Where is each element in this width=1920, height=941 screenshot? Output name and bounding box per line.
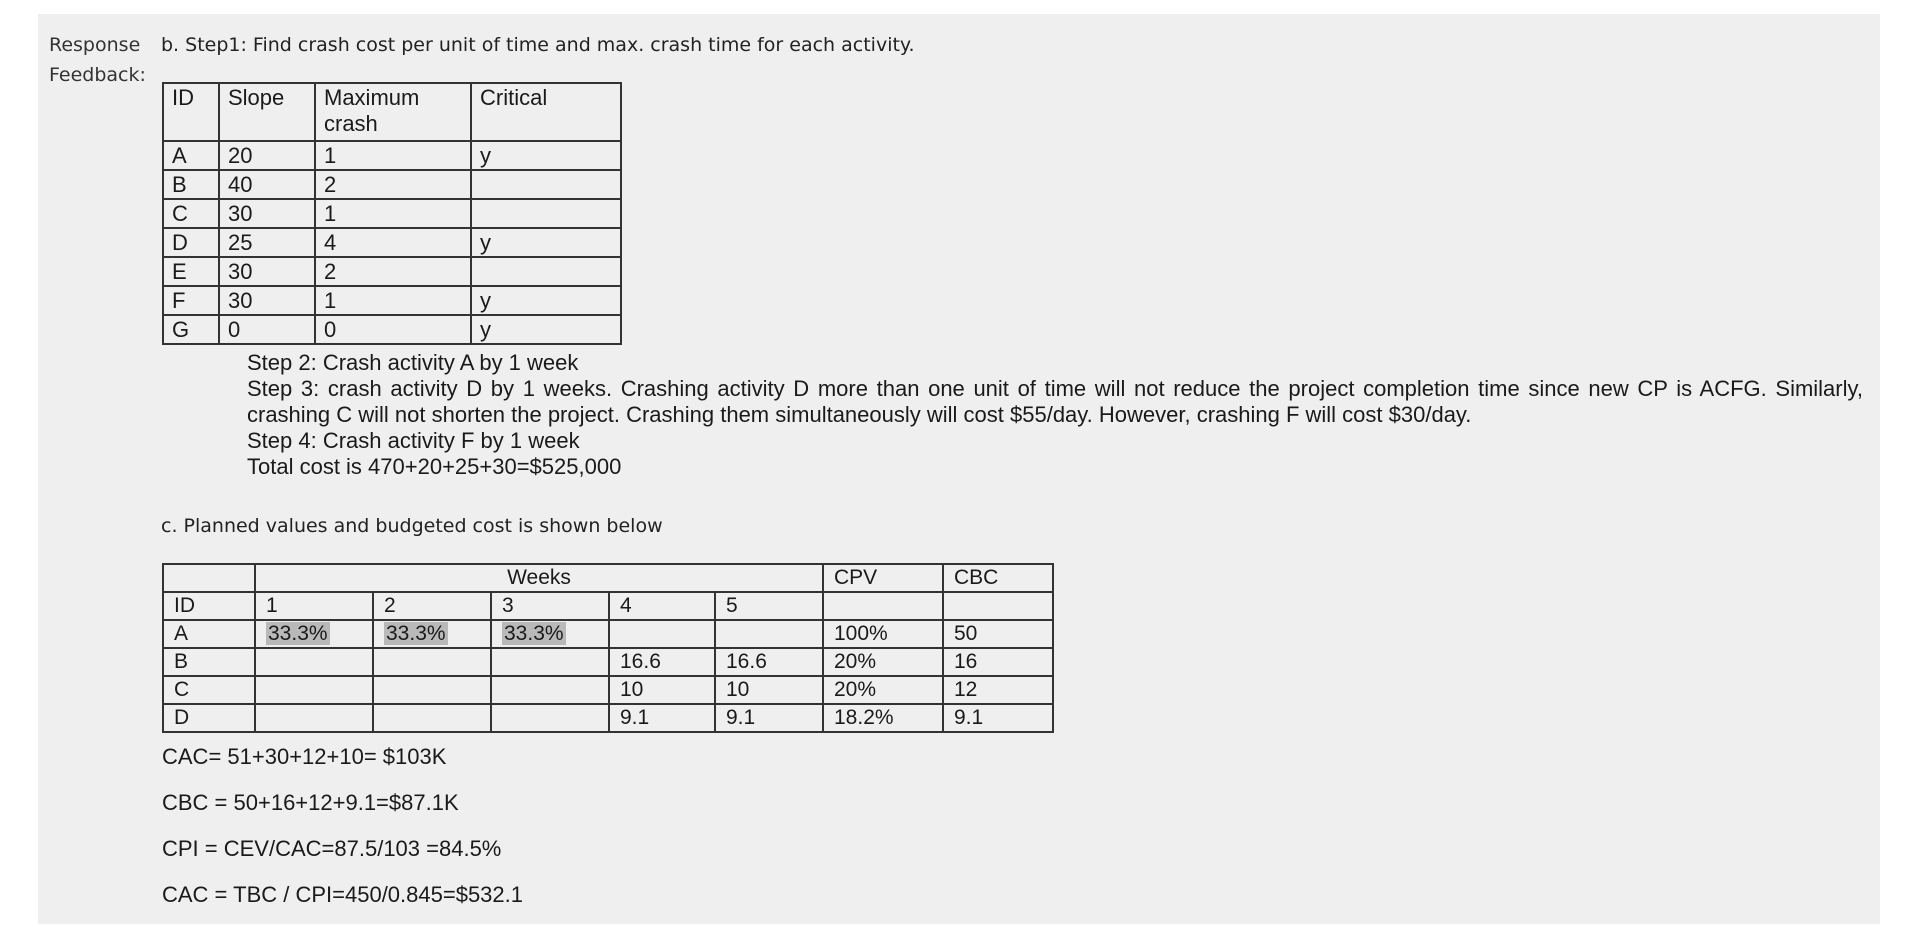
table-row — [163, 315, 621, 344]
cell-week — [609, 620, 715, 648]
cell-week: 16.6 — [715, 648, 823, 676]
table-row — [163, 170, 621, 199]
cell-critical — [471, 199, 621, 228]
cell-slope: 30 — [219, 257, 315, 286]
crash-steps — [247, 350, 1863, 480]
cell-max-crash: 1 — [315, 141, 471, 170]
week-number: 4 — [609, 592, 715, 620]
part-c-intro: c. Planned values and budgeted cost is shown below — [161, 515, 663, 537]
cell-max-crash: 1 — [315, 286, 471, 315]
feedback-label: Feedback: — [49, 64, 146, 86]
cell-id: D — [163, 704, 255, 732]
cell-id: D — [163, 228, 219, 257]
table-row — [163, 704, 1053, 732]
cell-critical: y — [471, 286, 621, 315]
cell-slope: 20 — [219, 141, 315, 170]
cell-week: 10 — [609, 676, 715, 704]
cell-week — [255, 648, 373, 676]
response-label: Response — [49, 34, 141, 56]
blank-cell — [943, 592, 1053, 620]
table-row — [163, 676, 1053, 704]
cell-slope: 25 — [219, 228, 315, 257]
cell-week — [491, 704, 609, 732]
cell-week-value: 33.3% — [268, 622, 328, 645]
table-row — [163, 648, 1053, 676]
part-b-intro: b. Step1: Find crash cost per unit of time and max. crash time for each activity. — [161, 34, 915, 56]
cell-week — [373, 620, 491, 648]
cell-week — [255, 676, 373, 704]
cell-cbc: 16 — [943, 648, 1053, 676]
cell-week — [715, 620, 823, 648]
cell-week — [255, 620, 373, 648]
cell-cpv: 20% — [823, 676, 943, 704]
week-number: 3 — [491, 592, 609, 620]
header-cbc: CBC — [943, 564, 1053, 592]
cell-id: A — [163, 141, 219, 170]
cell-cbc: 50 — [943, 620, 1053, 648]
cell-critical — [471, 170, 621, 199]
table-row — [163, 286, 621, 315]
cell-week: 9.1 — [609, 704, 715, 732]
cell-week — [373, 704, 491, 732]
header-cpv: CPV — [823, 564, 943, 592]
total-cost: Total cost is 470+20+25+30=$525,000 — [247, 454, 622, 479]
week-number: 2 — [373, 592, 491, 620]
cell-week — [255, 704, 373, 732]
cell-id: C — [163, 676, 255, 704]
week-number: 5 — [715, 592, 823, 620]
cell-cpv: 20% — [823, 648, 943, 676]
cell-cbc: 12 — [943, 676, 1053, 704]
cell-id: C — [163, 199, 219, 228]
header-critical: Critical — [471, 83, 621, 141]
pv-header-row — [163, 564, 1053, 592]
cell-cpv: 100% — [823, 620, 943, 648]
header-weeks: Weeks — [255, 564, 823, 592]
step-3: Step 3: crash activity D by 1 weeks. Crashing activity D more than one unit of time will not reduce the project completion time since new CP is ACFG. Similarly, crashing C will not shorten the project. Crashing them simultaneously will cost $55/day. However, crashing F will cost $30/day. — [247, 376, 1863, 427]
table-row — [163, 141, 621, 170]
cell-week — [491, 620, 609, 648]
formula-cpi: CPI = CEV/CAC=87.5/103 =84.5% — [162, 836, 502, 861]
cell-id: A — [163, 620, 255, 648]
cell-id: E — [163, 257, 219, 286]
header-slope: Slope — [219, 83, 315, 141]
crash-table — [162, 82, 622, 345]
step-2: Step 2: Crash activity A by 1 week — [247, 350, 579, 375]
cell-critical: y — [471, 228, 621, 257]
cell-id: F — [163, 286, 219, 315]
header-maximum-crash: Maximum crash — [315, 83, 471, 141]
cell-critical — [471, 257, 621, 286]
table-row — [163, 228, 621, 257]
cell-week: 16.6 — [609, 648, 715, 676]
blank-cell — [163, 564, 255, 592]
header-id: ID — [163, 83, 219, 141]
crash-table-header — [163, 83, 621, 141]
table-row — [163, 199, 621, 228]
header-id: ID — [163, 592, 255, 620]
cell-max-crash: 2 — [315, 170, 471, 199]
formula-cbc: CBC = 50+16+12+9.1=$87.1K — [162, 790, 459, 815]
step-4: Step 4: Crash activity F by 1 week — [247, 428, 580, 453]
cell-critical: y — [471, 315, 621, 344]
cell-id: G — [163, 315, 219, 344]
planned-value-table — [162, 563, 1054, 733]
cell-slope: 30 — [219, 199, 315, 228]
formula-cac-estimate: CAC = TBC / CPI=450/0.845=$532.1 — [162, 882, 523, 907]
cell-week-value: 33.3% — [386, 622, 446, 645]
cell-slope: 40 — [219, 170, 315, 199]
cell-id: B — [163, 170, 219, 199]
cell-max-crash: 0 — [315, 315, 471, 344]
formula-cac: CAC= 51+30+12+10= $103K — [162, 744, 447, 769]
table-row — [163, 257, 621, 286]
pv-week-row — [163, 592, 1053, 620]
table-row — [163, 620, 1053, 648]
cell-id: B — [163, 648, 255, 676]
cell-week: 9.1 — [715, 704, 823, 732]
cell-max-crash: 2 — [315, 257, 471, 286]
cell-slope: 0 — [219, 315, 315, 344]
cell-week — [491, 676, 609, 704]
blank-cell — [823, 592, 943, 620]
cell-max-crash: 4 — [315, 228, 471, 257]
cell-cpv: 18.2% — [823, 704, 943, 732]
cell-critical: y — [471, 141, 621, 170]
cell-week — [373, 648, 491, 676]
cell-week-value: 33.3% — [504, 622, 564, 645]
cell-slope: 30 — [219, 286, 315, 315]
week-number: 1 — [255, 592, 373, 620]
cell-week — [373, 676, 491, 704]
cell-week: 10 — [715, 676, 823, 704]
cell-week — [491, 648, 609, 676]
cell-cbc: 9.1 — [943, 704, 1053, 732]
cell-max-crash: 1 — [315, 199, 471, 228]
